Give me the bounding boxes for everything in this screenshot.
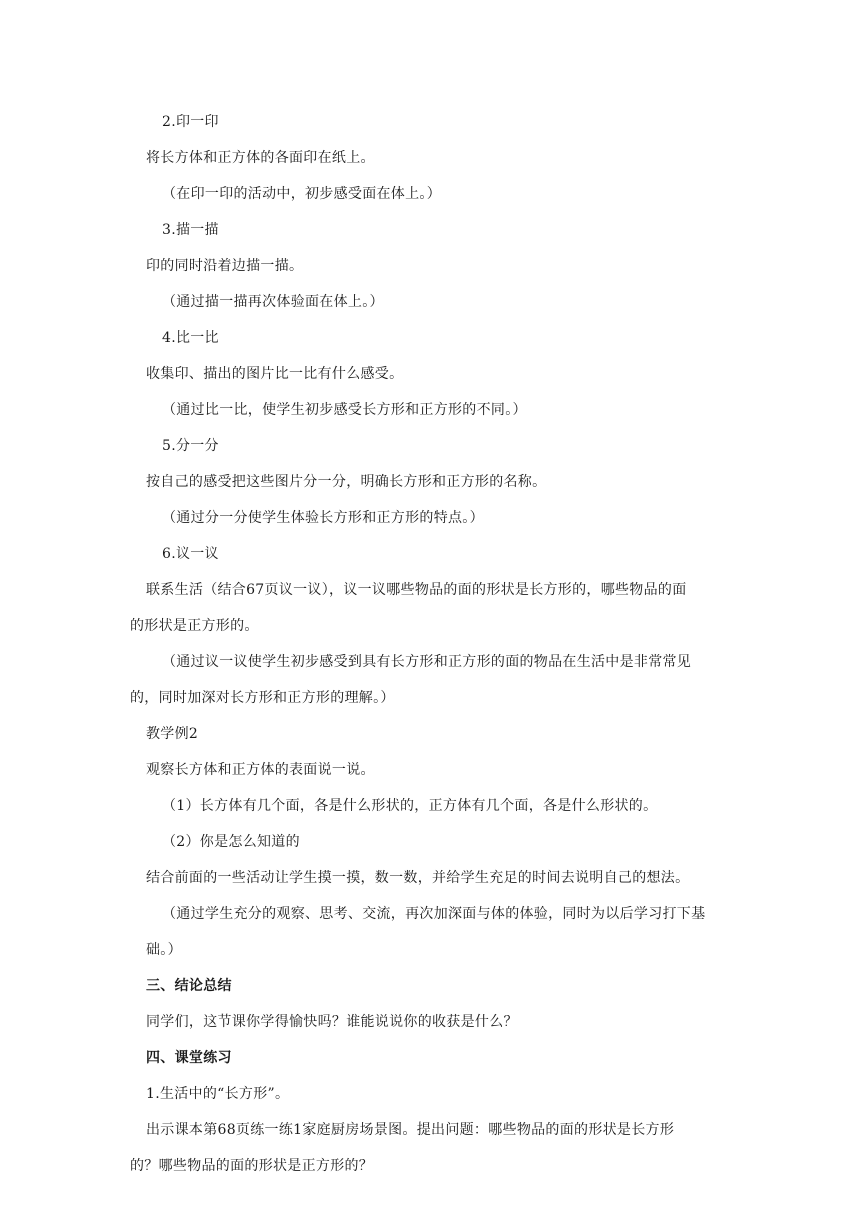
line-21: （2）你是怎么知道的: [162, 834, 300, 850]
line-26: 同学们，这节课你学得愉快吗？谁能说说你的收获是什么？: [146, 1014, 518, 1030]
line-17: 的，同时加深对长方形和正方形的理解。）: [130, 690, 395, 706]
line-16: （通过议一议使学生初步感受到具有长方形和正方形的面的物品在生活中是非常常见: [162, 654, 692, 670]
line-5: 印的同时沿着边描一描。: [146, 258, 304, 274]
line-1: 2.印一印: [162, 114, 219, 130]
line-13: 6.议一议: [162, 546, 219, 562]
line-11: 按自己的感受把这些图片分一分，明确长方形和正方形的名称。: [146, 474, 547, 490]
heading-practice: 四、课堂练习: [146, 1050, 232, 1066]
line-10: 5.分一分: [162, 438, 219, 454]
line-8: 收集印、描出的图片比一比有什么感受。: [146, 366, 404, 382]
line-28: 1.生活中的“长方形”。: [146, 1086, 290, 1102]
line-22: 结合前面的一些活动让学生摸一摸，数一数，并给学生充足的时间去说明自己的想法。: [146, 870, 690, 886]
line-7: 4.比一比: [162, 330, 219, 346]
line-15: 的形状是正方形的。: [130, 618, 259, 634]
line-9: （通过比一比，使学生初步感受长方形和正方形的不同。）: [162, 402, 527, 418]
line-23: （通过学生充分的观察、思考、交流，再次加深面与体的体验，同时为以后学习打下基: [162, 906, 706, 922]
line-4: 3.描一描: [162, 222, 219, 238]
line-18: 教学例2: [146, 726, 199, 742]
line-24: 础。）: [146, 942, 182, 958]
line-3: （在印一印的活动中，初步感受面在体上。）: [162, 186, 441, 202]
line-2: 将长方体和正方体的各面印在纸上。: [146, 150, 375, 166]
line-20: （1）长方体有几个面，各是什么形状的，正方体有几个面，各是什么形状的。: [162, 798, 658, 814]
heading-conclusion: 三、结论总结: [146, 978, 232, 994]
line-29: 出示课本第68页练一练1家庭厨房场景图。提出问题：哪些物品的面的形状是长方形: [146, 1122, 675, 1138]
line-30: 的？哪些物品的面的形状是正方形的？: [130, 1158, 374, 1174]
line-6: （通过描一描再次体验面在体上。）: [162, 294, 384, 310]
line-19: 观察长方体和正方体的表面说一说。: [146, 762, 375, 778]
line-14: 联系生活（结合67页议一议），议一议哪些物品的面的形状是长方形的，哪些物品的面: [146, 582, 687, 598]
line-12: （通过分一分使学生体验长方形和正方形的特点。）: [162, 510, 484, 526]
